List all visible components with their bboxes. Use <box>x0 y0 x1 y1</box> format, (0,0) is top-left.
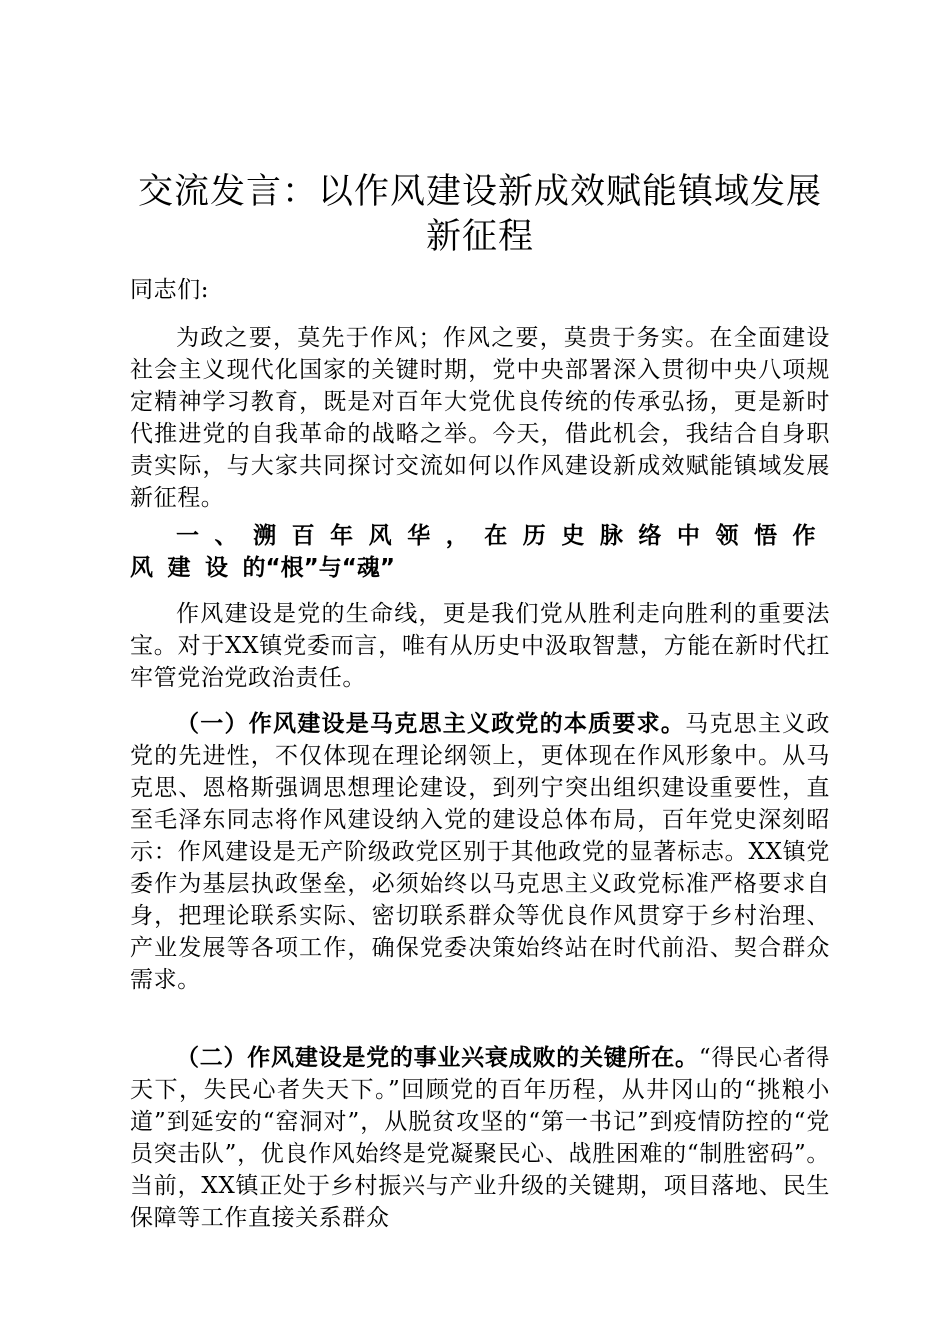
subsection-2-paragraph <box>130 1042 830 1234</box>
section-heading-1-main: 一、溯百年风华，在历史脉络中领悟作风建设 <box>130 523 830 581</box>
section-heading-1 <box>130 520 830 584</box>
section-heading-1-tail: 的“根”与“魂” <box>242 555 395 581</box>
document-title: 交流发言：以作风建设新成效赋能镇域发展新征程 <box>137 172 822 257</box>
subsection-1-heading: （一）作风建设是马克思主义政党的本质要求。 <box>176 711 686 737</box>
subsection-2-heading: （二）作风建设是党的事业兴衰成败的关键所在。 <box>176 1045 699 1071</box>
subsection-1-text: 马克思主义政党的先进性，不仅体现在理论纲领上，更体现在作风形象中。从马克思、恩格斯强调思想理论建设，到列宁突出组织建设重要性，直至毛泽东同志将作风建设纳入党的建设总体布局，百年党史深刻昭示：作风建设是无产阶级政党区别于其他政党的显著标志。XX镇党委作为基层执政堡垒，必须始终以马克思主义政党标准严格要求自身，把理论联系实际、密切联系群众等优良作风贯穿于乡村治理、产业发展等各项工作，确保党委决策始终站在时代前沿、契合群众需求。 <box>130 711 830 993</box>
salutation: 同志们: <box>130 277 210 303</box>
section-intro-paragraph: 作风建设是党的生命线，更是我们党从胜利走向胜利的重要法宝。对于XX镇党委而言，唯有从历史中汲取智慧，方能在新时代扛牢管党治党政治责任。 <box>130 601 830 691</box>
subsection-2-text: “得民心者得天下，失民心者失天下。”回顾党的百年历程，从井冈山的“挑粮小道”到延安的“窑洞对”，从脱贫攻坚的“第一书记”到疫情防控的“党员突击队”，优良作风始终是党凝聚民心、战胜困难的“制胜密码”。当前，XX镇正处于乡村振兴与产业升级的关键期，项目落地、民生保障等工作直接关系群众 <box>130 1045 831 1231</box>
subsection-1-paragraph <box>130 708 830 996</box>
intro-paragraph: 为政之要，莫先于作风；作风之要，莫贵于务实。在全面建设社会主义现代化国家的关键时期，党中央部署深入贯彻中央八项规定精神学习教育，既是对百年大党优良传统的传承弘扬，更是新时代推进党的自我革命的战略之举。今天，借此机会，我结合自身职责实际，与大家共同探讨交流如何以作风建设新成效赋能镇域发展新征程。 <box>130 325 830 511</box>
